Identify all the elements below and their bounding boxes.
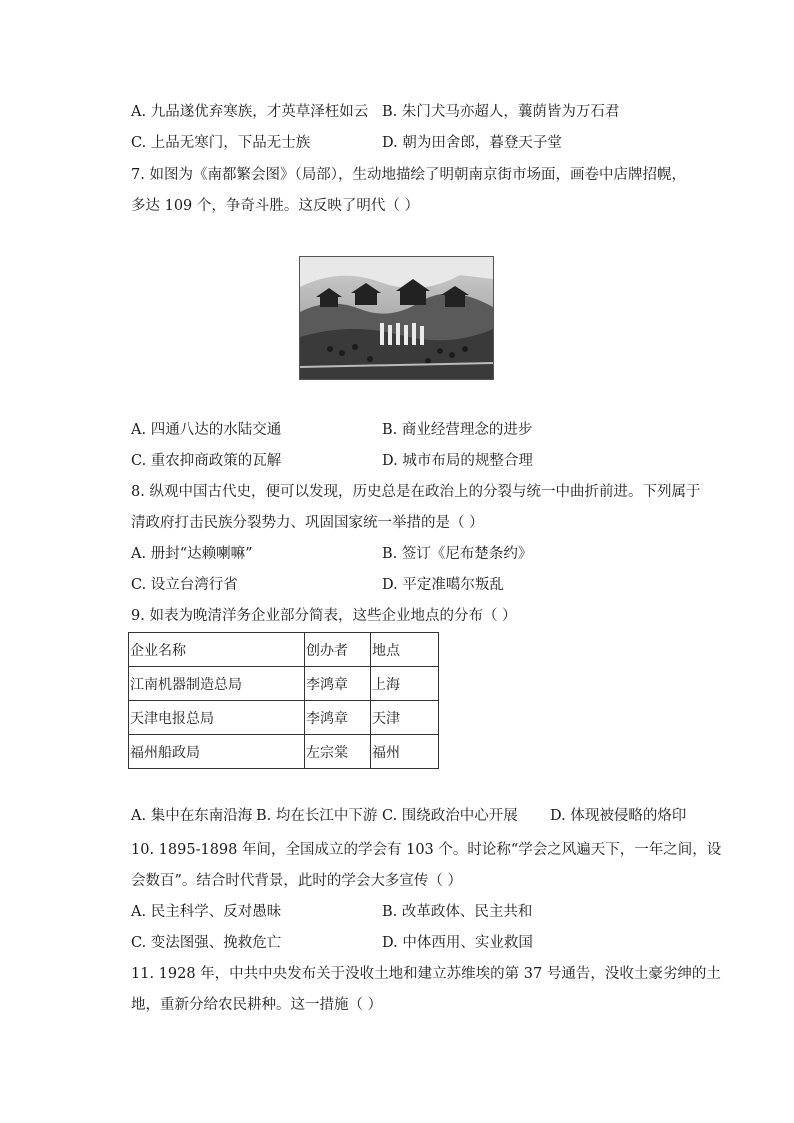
- q6-option-c: C. 上品无寒门，下品无士族: [131, 135, 311, 151]
- nandu-fanhui-painting-image: [299, 256, 494, 380]
- q7-stem-line2: 多达 109 个，争奇斗胜。这反映了明代（ ）: [131, 198, 420, 214]
- q10-option-b: B. 改革政体、民主共和: [382, 904, 533, 920]
- table-cell: 天津: [371, 701, 439, 735]
- table-header-cell: 企业名称: [129, 633, 305, 667]
- table-row: [129, 735, 439, 769]
- table-header-cell: 创办者: [305, 633, 371, 667]
- table-cell: 江南机器制造总局: [129, 667, 305, 701]
- q10-option-c: C. 变法图强、挽救危亡: [131, 935, 282, 951]
- q7-option-b: B. 商业经营理念的进步: [382, 422, 533, 438]
- q7-option-d: D. 城市布局的规整合理: [382, 453, 533, 469]
- q8-option-c: C. 设立台湾行省: [131, 577, 238, 593]
- q6-option-a: A. 九品遂优弃寒族，才英草泽枉如云: [131, 104, 369, 120]
- table-cell: 天津电报总局: [129, 701, 305, 735]
- q8-stem-line1: 8. 纵观中国古代史，便可以发现，历史总是在政治上的分裂与统一中曲折前进。下列属于: [131, 484, 701, 500]
- q10-option-d: D. 中体西用、实业救国: [382, 935, 533, 951]
- table-cell: 左宗棠: [305, 735, 371, 769]
- q8-option-a: A. 册封“达赖喇嘛”: [131, 546, 253, 562]
- q11-stem-line1: 11. 1928 年，中共中央发布关于没收土地和建立苏维埃的第 37 号通告，没收土豪劣绅的土: [131, 966, 721, 982]
- q7-stem-line1: 7. 如图为《南都繁会图》（局部），生动地描绘了明朝南京街市场面，画卷中店牌招幌，: [131, 167, 686, 183]
- table-header-cell: 地点: [371, 633, 439, 667]
- table-header-row: [129, 633, 439, 667]
- q11-stem-line2: 地，重新分给农民耕种。这一措施（ ）: [131, 997, 383, 1013]
- q8-stem-line2: 清政府打击民族分裂势力、巩固国家统一举措的是（ ）: [131, 515, 484, 531]
- table-cell: 上海: [371, 667, 439, 701]
- q9-option-d: D. 体现被侵略的烙印: [550, 808, 687, 824]
- table-row: [129, 701, 439, 735]
- q10-stem-line2: 会数百”。结合时代背景，此时的学会大多宣传（ ）: [131, 873, 463, 889]
- table-row: [129, 667, 439, 701]
- q10-stem-line1: 10. 1895-1898 年间，全国成立的学会有 103 个。时论称“学会之风遍天下，一年之间，设: [131, 842, 722, 858]
- table-cell: 李鸿章: [305, 667, 371, 701]
- table-cell: 福州: [371, 735, 439, 769]
- q6-option-b: B. 朱门犬马亦超人，蘘荫皆为万石君: [382, 104, 620, 120]
- q9-option-a: A. 集中在东南沿海: [131, 808, 253, 824]
- q9-option-c: C. 围绕政治中心开展: [382, 808, 518, 824]
- q9-option-b: B. 均在长江中下游: [256, 808, 378, 824]
- table-cell: 福州船政局: [129, 735, 305, 769]
- q8-option-b: B. 签订《尼布楚条约》: [382, 546, 533, 562]
- q7-option-c: C. 重农抑商政策的瓦解: [131, 453, 282, 469]
- q6-option-d: D. 朝为田舍郎，暮登天子堂: [382, 135, 562, 151]
- table-cell: 李鸿章: [305, 701, 371, 735]
- yangwu-enterprise-table: [128, 632, 439, 769]
- q8-option-d: D. 平定准噶尔叛乱: [382, 577, 504, 593]
- q7-option-a: A. 四通八达的水陆交通: [131, 422, 282, 438]
- q9-stem: 9. 如表为晚清洋务企业部分简表，这些企业地点的分布（ ）: [131, 608, 517, 624]
- q10-option-a: A. 民主科学、反对愚昧: [131, 904, 282, 920]
